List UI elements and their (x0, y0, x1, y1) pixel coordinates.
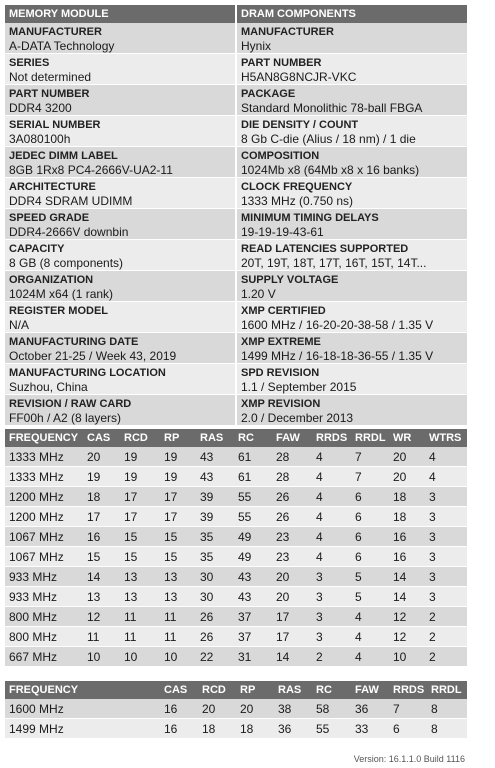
table-cell: 4 (351, 627, 389, 647)
field-value: 1600 MHz / 16-20-20-38-58 / 1.35 V (241, 318, 434, 332)
table-cell: 58 (312, 699, 351, 719)
table-cell: 1499 MHz (5, 719, 160, 739)
field-label: ORGANIZATION (9, 274, 94, 286)
table-cell: 2 (312, 647, 351, 667)
table-cell: 26 (272, 487, 312, 507)
field-label: REGISTER MODEL (9, 305, 109, 317)
table-cell: 55 (312, 719, 351, 739)
table-cell: 18 (389, 507, 425, 527)
field-value: 1.1 / September 2015 (241, 380, 357, 394)
table-cell: 13 (160, 567, 196, 587)
column-header: RRDL (427, 681, 467, 699)
table-cell: 14 (389, 587, 425, 607)
dram-field (237, 240, 467, 271)
table-cell: 36 (351, 699, 389, 719)
table-cell: 11 (160, 607, 196, 627)
field-value: 1499 MHz / 16-18-18-36-55 / 1.35 V (241, 349, 434, 363)
table-cell: 30 (196, 587, 234, 607)
table-cell: 28 (272, 467, 312, 487)
table-row (5, 587, 467, 607)
table-cell: 55 (234, 507, 272, 527)
table-row (5, 507, 467, 527)
table-cell: 39 (196, 507, 234, 527)
table-row (5, 567, 467, 587)
field-value: N/A (9, 318, 30, 332)
table-cell: 800 MHz (5, 607, 83, 627)
table-cell: 1067 MHz (5, 547, 83, 567)
table-cell: 15 (120, 547, 160, 567)
table-cell: 30 (196, 567, 234, 587)
field-value: DDR4 SDRAM UDIMM (9, 194, 133, 208)
table-row (5, 527, 467, 547)
table-cell: 35 (196, 547, 234, 567)
table-row (5, 699, 467, 719)
table-cell: 10 (160, 647, 196, 667)
table-cell: 667 MHz (5, 647, 83, 667)
column-header: RAS (274, 681, 312, 699)
table-cell: 8 (427, 699, 467, 719)
module-field (5, 23, 235, 54)
table-cell: 1200 MHz (5, 487, 83, 507)
table-cell: 39 (196, 487, 234, 507)
field-value: FF00h / A2 (8 layers) (9, 411, 122, 425)
table-cell: 20 (83, 447, 120, 467)
xmp-timing-table (5, 681, 467, 739)
table-cell: 4 (351, 607, 389, 627)
version-label: Version: 16.1.1.0 Build 1116 (353, 754, 465, 764)
table-cell: 28 (272, 447, 312, 467)
table-cell: 23 (272, 547, 312, 567)
table-cell: 26 (272, 507, 312, 527)
table-cell: 23 (272, 527, 312, 547)
table-cell: 15 (120, 527, 160, 547)
table-row (5, 719, 467, 739)
memory-module-header: MEMORY MODULE (5, 5, 235, 23)
table-row (5, 447, 467, 467)
table-cell: 3 (425, 547, 467, 567)
field-label: SERIAL NUMBER (9, 119, 101, 131)
table-cell: 1333 MHz (5, 447, 83, 467)
field-label: MANUFACTURER (9, 26, 102, 38)
column-header: FREQUENCY (5, 681, 160, 699)
dram-field (237, 54, 467, 85)
field-value: 1333 MHz (0.750 ns) (241, 194, 354, 208)
field-label: SUPPLY VOLTAGE (241, 274, 339, 286)
table-cell: 3 (312, 587, 351, 607)
table-cell: 17 (120, 507, 160, 527)
field-value: 8 Gb C-die (Alius / 18 nm) / 1 die (241, 132, 416, 146)
field-label: DIE DENSITY / COUNT (241, 119, 359, 131)
dram-field (237, 333, 467, 364)
table-cell: 3 (312, 627, 351, 647)
table-cell: 7 (351, 467, 389, 487)
table-cell: 4 (425, 447, 467, 467)
table-cell: 37 (234, 627, 272, 647)
column-header: RCD (198, 681, 236, 699)
module-field (5, 54, 235, 85)
table-cell: 3 (425, 567, 467, 587)
module-field (5, 147, 235, 178)
table-cell: 61 (234, 467, 272, 487)
table-cell: 4 (351, 647, 389, 667)
module-field (5, 178, 235, 209)
table-cell: 4 (312, 467, 351, 487)
table-cell: 16 (83, 527, 120, 547)
table-cell: 2 (425, 647, 467, 667)
table-cell: 17 (272, 627, 312, 647)
module-field (5, 302, 235, 333)
field-value: Standard Monolithic 78-ball FBGA (241, 101, 423, 115)
table-cell: 38 (274, 699, 312, 719)
column-header: RRDS (389, 681, 427, 699)
field-label: CAPACITY (9, 243, 65, 255)
table-cell: 11 (120, 607, 160, 627)
module-field (5, 364, 235, 395)
table-cell: 13 (83, 587, 120, 607)
table-row (5, 647, 467, 667)
field-label: REVISION / RAW CARD (9, 398, 132, 410)
column-header: FAW (351, 681, 389, 699)
field-label: ARCHITECTURE (9, 181, 96, 193)
module-field (5, 116, 235, 147)
jedec-header-row (5, 429, 467, 447)
table-cell: 1200 MHz (5, 507, 83, 527)
table-cell: 4 (312, 547, 351, 567)
table-cell: 13 (160, 587, 196, 607)
table-cell: 31 (234, 647, 272, 667)
table-cell: 20 (272, 587, 312, 607)
dram-field (237, 178, 467, 209)
field-value: DDR4 3200 (9, 101, 72, 115)
field-value: A-DATA Technology (9, 39, 115, 53)
field-label: SPD REVISION (241, 367, 320, 379)
table-cell: 19 (120, 447, 160, 467)
column-header: CAS (83, 429, 120, 447)
table-cell: 15 (160, 527, 196, 547)
table-row (5, 487, 467, 507)
table-row (5, 467, 467, 487)
dram-components-header: DRAM COMPONENTS (237, 5, 467, 23)
spd-report (5, 5, 467, 739)
table-cell: 6 (351, 507, 389, 527)
column-header: RC (312, 681, 351, 699)
table-cell: 7 (351, 447, 389, 467)
field-value: 8 GB (8 components) (9, 256, 124, 270)
table-cell: 43 (196, 467, 234, 487)
field-label: MANUFACTURER (241, 26, 334, 38)
dram-field (237, 364, 467, 395)
column-header: WTRS (425, 429, 467, 447)
table-cell: 1067 MHz (5, 527, 83, 547)
dram-field (237, 23, 467, 54)
dram-field (237, 116, 467, 147)
table-cell: 16 (160, 699, 198, 719)
table-cell: 16 (389, 547, 425, 567)
table-cell: 17 (160, 487, 196, 507)
table-cell: 43 (234, 567, 272, 587)
field-label: COMPOSITION (241, 150, 320, 162)
table-cell: 3 (425, 507, 467, 527)
table-cell: 6 (351, 527, 389, 547)
table-cell: 16 (389, 527, 425, 547)
table-cell: 12 (389, 607, 425, 627)
column-header: WR (389, 429, 425, 447)
dram-field (237, 302, 467, 333)
field-value: H5AN8G8NCJR-VKC (241, 70, 357, 84)
column-header: RCD (120, 429, 160, 447)
table-cell: 17 (83, 507, 120, 527)
field-value: Hynix (241, 39, 272, 53)
table-cell: 12 (389, 627, 425, 647)
field-label: PACKAGE (241, 88, 296, 100)
field-label: SERIES (9, 57, 50, 69)
field-label: PART NUMBER (241, 57, 322, 69)
field-label: PART NUMBER (9, 88, 90, 100)
table-cell: 43 (234, 587, 272, 607)
field-label: READ LATENCIES SUPPORTED (241, 243, 409, 255)
table-cell: 19 (160, 447, 196, 467)
field-label: XMP REVISION (241, 398, 321, 410)
column-header: FREQUENCY (5, 429, 83, 447)
column-header: FAW (272, 429, 312, 447)
table-cell: 2 (425, 607, 467, 627)
table-cell: 13 (120, 587, 160, 607)
table-cell: 55 (234, 487, 272, 507)
table-cell: 3 (425, 527, 467, 547)
table-cell: 14 (83, 567, 120, 587)
table-cell: 4 (312, 447, 351, 467)
field-value: 2.0 / December 2013 (241, 411, 354, 425)
table-cell: 5 (351, 567, 389, 587)
table-cell: 26 (196, 627, 234, 647)
table-cell: 10 (83, 647, 120, 667)
dram-field (237, 209, 467, 240)
column-header: RAS (196, 429, 234, 447)
table-cell: 4 (312, 527, 351, 547)
table-cell: 6 (351, 547, 389, 567)
table-cell: 37 (234, 607, 272, 627)
table-cell: 36 (274, 719, 312, 739)
table-cell: 26 (196, 607, 234, 627)
table-cell: 17 (272, 607, 312, 627)
table-cell: 7 (389, 699, 427, 719)
table-cell: 3 (425, 487, 467, 507)
field-label: MANUFACTURING DATE (9, 336, 139, 348)
table-cell: 20 (198, 699, 236, 719)
field-label: XMP CERTIFIED (241, 305, 326, 317)
table-cell: 2 (425, 627, 467, 647)
table-row (5, 547, 467, 567)
table-cell: 18 (389, 487, 425, 507)
table-cell: 61 (234, 447, 272, 467)
table-cell: 49 (234, 527, 272, 547)
table-cell: 12 (83, 607, 120, 627)
table-cell: 11 (83, 627, 120, 647)
table-cell: 4 (312, 487, 351, 507)
field-value: 1024M x64 (1 rank) (9, 287, 114, 301)
table-cell: 800 MHz (5, 627, 83, 647)
field-value: 1024Mb x8 (64Mb x8 x 16 banks) (241, 163, 420, 177)
table-cell: 1600 MHz (5, 699, 160, 719)
module-field (5, 271, 235, 302)
table-cell: 4 (425, 467, 467, 487)
column-header: RRDL (351, 429, 389, 447)
column-header: RP (160, 429, 196, 447)
table-cell: 1333 MHz (5, 467, 83, 487)
table-cell: 20 (236, 699, 274, 719)
table-cell: 8 (427, 719, 467, 739)
table-cell: 11 (160, 627, 196, 647)
table-cell: 16 (160, 719, 198, 739)
table-cell: 13 (120, 567, 160, 587)
dram-field (237, 85, 467, 116)
field-label: MINIMUM TIMING DELAYS (241, 212, 379, 224)
field-label: SPEED GRADE (9, 212, 90, 224)
column-header: RP (236, 681, 274, 699)
table-cell: 19 (160, 467, 196, 487)
module-field (5, 240, 235, 271)
info-body (5, 23, 467, 426)
table-cell: 933 MHz (5, 567, 83, 587)
table-cell: 19 (83, 467, 120, 487)
table-cell: 933 MHz (5, 587, 83, 607)
field-label: CLOCK FREQUENCY (241, 181, 353, 193)
table-cell: 18 (236, 719, 274, 739)
column-header: RRDS (312, 429, 351, 447)
module-field (5, 395, 235, 426)
field-value: Not determined (9, 70, 92, 84)
field-value: October 21-25 / Week 43, 2019 (9, 349, 177, 363)
table-cell: 11 (120, 627, 160, 647)
field-value: Suzhou, China (9, 380, 88, 394)
table-cell: 20 (389, 467, 425, 487)
table-cell: 6 (389, 719, 427, 739)
table-cell: 17 (160, 507, 196, 527)
info-grid (5, 5, 467, 23)
field-label: MANUFACTURING LOCATION (9, 367, 166, 379)
table-cell: 4 (312, 507, 351, 527)
table-row (5, 627, 467, 647)
table-cell: 14 (389, 567, 425, 587)
table-cell: 10 (120, 647, 160, 667)
table-cell: 43 (196, 447, 234, 467)
table-cell: 3 (425, 587, 467, 607)
dram-field (237, 395, 467, 426)
table-cell: 18 (198, 719, 236, 739)
table-cell: 3 (312, 567, 351, 587)
table-row (5, 607, 467, 627)
table-cell: 15 (83, 547, 120, 567)
field-value: 8GB 1Rx8 PC4-2666V-UA2-11 (9, 163, 173, 177)
field-label: XMP EXTREME (241, 336, 321, 348)
table-cell: 20 (272, 567, 312, 587)
field-label: JEDEC DIMM LABEL (9, 150, 118, 162)
table-cell: 14 (272, 647, 312, 667)
table-cell: 17 (120, 487, 160, 507)
table-cell: 18 (83, 487, 120, 507)
table-cell: 33 (351, 719, 389, 739)
column-header: CAS (160, 681, 198, 699)
field-value: 19-19-19-43-61 (241, 225, 324, 239)
field-value: DDR4-2666V downbin (9, 225, 129, 239)
field-value: 1.20 V (241, 287, 276, 301)
table-cell: 20 (389, 447, 425, 467)
dram-field (237, 271, 467, 302)
column-header: RC (234, 429, 272, 447)
xmp-header-row (5, 681, 467, 699)
module-field (5, 85, 235, 116)
table-cell: 49 (234, 547, 272, 567)
table-cell: 15 (160, 547, 196, 567)
field-value: 20T, 19T, 18T, 17T, 16T, 15T, 14T... (241, 256, 427, 270)
table-cell: 6 (351, 487, 389, 507)
module-field (5, 209, 235, 240)
table-cell: 22 (196, 647, 234, 667)
dram-field (237, 147, 467, 178)
module-field (5, 333, 235, 364)
table-cell: 19 (120, 467, 160, 487)
table-cell: 10 (389, 647, 425, 667)
jedec-timing-table (5, 429, 467, 667)
table-cell: 5 (351, 587, 389, 607)
field-value: 3A080100h (9, 132, 71, 146)
table-cell: 35 (196, 527, 234, 547)
table-cell: 3 (312, 607, 351, 627)
